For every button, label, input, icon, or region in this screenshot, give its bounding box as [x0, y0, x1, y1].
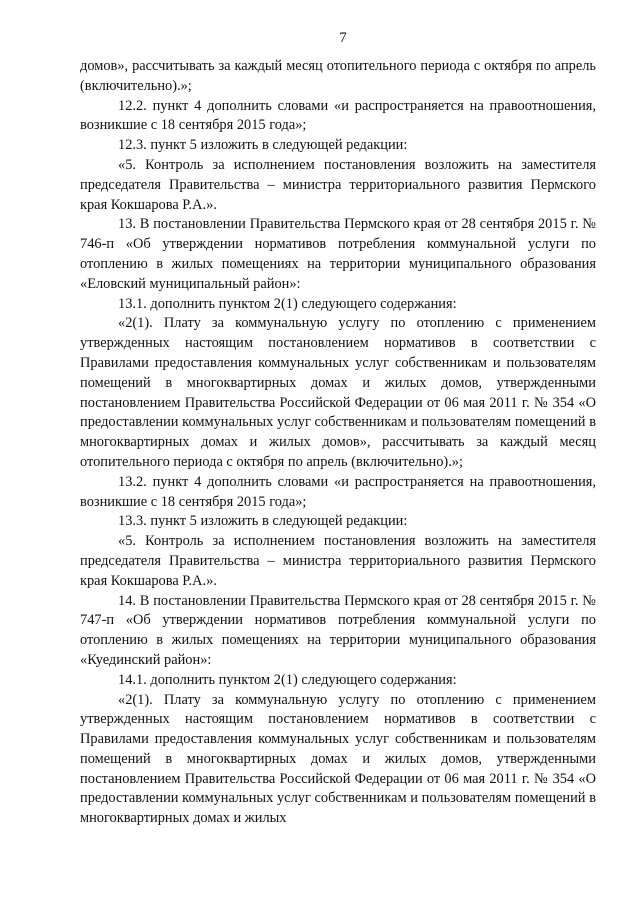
paragraph: 13.2. пункт 4 дополнить словами «и распространяется на правоотношения, возникшие с 18 сентября 2015 года»; [80, 473, 596, 510]
paragraph: 13.3. пункт 5 изложить в следующей редакции: [118, 513, 408, 530]
paragraph: 14. В постановлении Правительства Пермского края от 28 сентября 2015 г. № 747-п «Об утверждении нормативов потребления коммунальной услуги по отоплению в жилых помещениях на территории муниципального образования «Куединский район»: [80, 592, 596, 668]
document-body [80, 57, 596, 829]
paragraph: «2(1). Плату за коммунальную услугу по отоплению с применением утвержденных настоящим постановлением нормативов в соответствии с Правилами предоставления коммунальных услуг собственникам и пользователям помещений в многоквартирных домах и жилых домов, утвержденными постановлением Правительства Российской Федерации от 06 мая 2011 г. № 354 «О предоставлении коммунальных услуг собственникам и пользователям помещений в многоквартирных домах и жилых домов», рассчитывать за каждый месяц отопительного периода с октября по апрель (включительно).»; [80, 315, 596, 470]
paragraph: 13. В постановлении Правительства Пермского края от 28 сентября 2015 г. № 746-п «Об утверждении нормативов потребления коммунальной услуги по отоплению в жилых помещениях на территории муниципального образования «Еловский муниципальный район»: [80, 216, 596, 292]
paragraph: 14.1. дополнить пунктом 2(1) следующего содержания: [118, 671, 457, 688]
paragraph: домов», рассчитывать за каждый месяц отопительного периода с октября по апрель (включительно).»; [80, 58, 596, 94]
paragraph: «5. Контроль за исполнением постановления возложить на заместителя председателя Правительства – министра территориального развития Пермского края Кокшарова Р.А.». [80, 156, 596, 213]
paragraph: 12.2. пункт 4 дополнить словами «и распространяется на правоотношения, возникшие с 18 сентября 2015 года»; [80, 97, 596, 134]
page-number: 7 [339, 30, 347, 46]
paragraph: «5. Контроль за исполнением постановления возложить на заместителя председателя Правительства – министра территориального развития Пермского края Кокшарова Р.А.». [80, 533, 596, 589]
paragraph: «2(1). Плату за коммунальную услугу по отоплению с применением утвержденных настоящим постановлением нормативов в соответствии с Правилами предоставления коммунальных услуг собственникам и пользователям помещений в многоквартирных домах и жилых домов, утвержденными постановлением Правительства Российской Федерации от 06 мая 2011 г. № 354 «О предоставлении коммунальных услуг собственникам и пользователям помещений в многоквартирных домах и жилых [80, 691, 596, 827]
paragraph: 13.1. дополнить пунктом 2(1) следующего содержания: [118, 295, 457, 312]
paragraph: 12.3. пункт 5 изложить в следующей редакции: [118, 137, 408, 154]
